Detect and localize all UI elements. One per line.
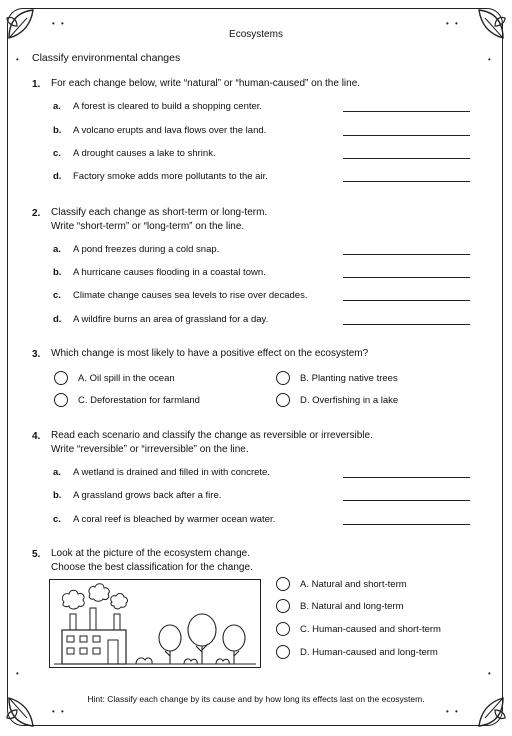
question-4-text: Read each scenario and classify the change as reversible or irreversible. [51, 430, 373, 441]
question-number: 1. [32, 79, 41, 90]
question-4-instruction: Write “reversible” or “irreversible” on the line. [51, 444, 249, 455]
item-letter: a. [53, 101, 61, 112]
radio-option-b[interactable] [276, 599, 290, 613]
radio-option-c[interactable] [276, 622, 290, 636]
decorative-dots: • • [446, 19, 460, 28]
answer-line[interactable] [343, 500, 470, 501]
item-text: A wildfire burns an area of grassland for a day. [73, 314, 269, 325]
hint-text: Hint: Classify each change by its cause and by how long its effects last on the ecosystem. [87, 694, 425, 704]
item-letter: d. [53, 171, 62, 182]
item-text: Factory smoke adds more pollutants to the air. [73, 171, 268, 182]
item-text: A hurricane causes flooding in a coastal town. [73, 267, 266, 278]
option-label: A. Oil spill in the ocean [78, 373, 175, 384]
option-label: D. Overfishing in a lake [300, 395, 399, 406]
question-number: 3. [32, 349, 41, 360]
option-label: C. Deforestation for farmland [78, 395, 200, 406]
worksheet-title: Ecosystems [229, 29, 283, 40]
answer-line[interactable] [343, 324, 470, 325]
factory-and-trees-illustration [50, 580, 260, 667]
item-letter: b. [53, 267, 62, 278]
answer-line[interactable] [343, 158, 470, 159]
answer-line[interactable] [343, 181, 470, 182]
radio-option-a[interactable] [54, 371, 68, 385]
decorative-dots: • [16, 55, 21, 64]
item-letter: c. [53, 514, 61, 525]
option-label: B. Natural and long-term [300, 601, 404, 612]
answer-line[interactable] [343, 111, 470, 112]
question-1-text: For each change below, write “natural” or “human-caused” on the line. [51, 78, 361, 89]
item-text: A wetland is drained and filled in with concrete. [73, 467, 270, 478]
question-2-text: Classify each change as short-term or long-term. [51, 207, 268, 218]
worksheet-subtitle: Classify environmental changes [32, 52, 181, 64]
answer-line[interactable] [343, 277, 470, 278]
decorative-dots: • [488, 669, 493, 678]
radio-option-b[interactable] [276, 371, 290, 385]
item-letter: a. [53, 244, 61, 255]
option-label: A. Natural and short-term [300, 579, 407, 590]
question-2-instruction: Write “short-term” or “long-term” on the line. [51, 221, 245, 232]
question-3-text: Which change is most likely to have a positive effect on the ecosystem? [51, 348, 369, 359]
question-5-text: Look at the picture of the ecosystem change. [51, 548, 251, 559]
decorative-dots: • • [52, 19, 66, 28]
item-text: A pond freezes during a cold snap. [73, 244, 220, 255]
question-number: 5. [32, 549, 41, 560]
option-label: B. Planting native trees [300, 373, 398, 384]
item-letter: c. [53, 148, 61, 159]
answer-line[interactable] [343, 477, 470, 478]
question-number: 4. [32, 431, 41, 442]
item-text: A volcano erupts and lava flows over the land. [73, 125, 267, 136]
radio-option-a[interactable] [276, 577, 290, 591]
answer-line[interactable] [343, 254, 470, 255]
decorative-dots: • [488, 55, 493, 64]
answer-line[interactable] [343, 135, 470, 136]
item-text: A coral reef is bleached by warmer ocean water. [73, 514, 276, 525]
ecosystem-change-picture [49, 579, 261, 668]
item-letter: b. [53, 125, 62, 136]
item-letter: a. [53, 467, 61, 478]
radio-option-d[interactable] [276, 645, 290, 659]
question-number: 2. [32, 208, 41, 219]
option-label: C. Human-caused and short-term [300, 624, 441, 635]
radio-option-d[interactable] [276, 393, 290, 407]
item-text: A drought causes a lake to shrink. [73, 148, 216, 159]
answer-line[interactable] [343, 300, 470, 301]
radio-option-c[interactable] [54, 393, 68, 407]
decorative-dots: • [16, 669, 21, 678]
item-text: A forest is cleared to build a shopping center. [73, 101, 263, 112]
item-text: A grassland grows back after a fire. [73, 490, 222, 501]
item-letter: b. [53, 490, 62, 501]
item-text: Climate change causes sea levels to rise over decades. [73, 290, 308, 301]
option-label: D. Human-caused and long-term [300, 647, 438, 658]
item-letter: d. [53, 314, 62, 325]
answer-line[interactable] [343, 524, 470, 525]
item-letter: c. [53, 290, 61, 301]
decorative-dots: • • [446, 707, 460, 716]
question-5-instruction: Choose the best classification for the change. [51, 562, 253, 573]
decorative-dots: • • [52, 707, 66, 716]
